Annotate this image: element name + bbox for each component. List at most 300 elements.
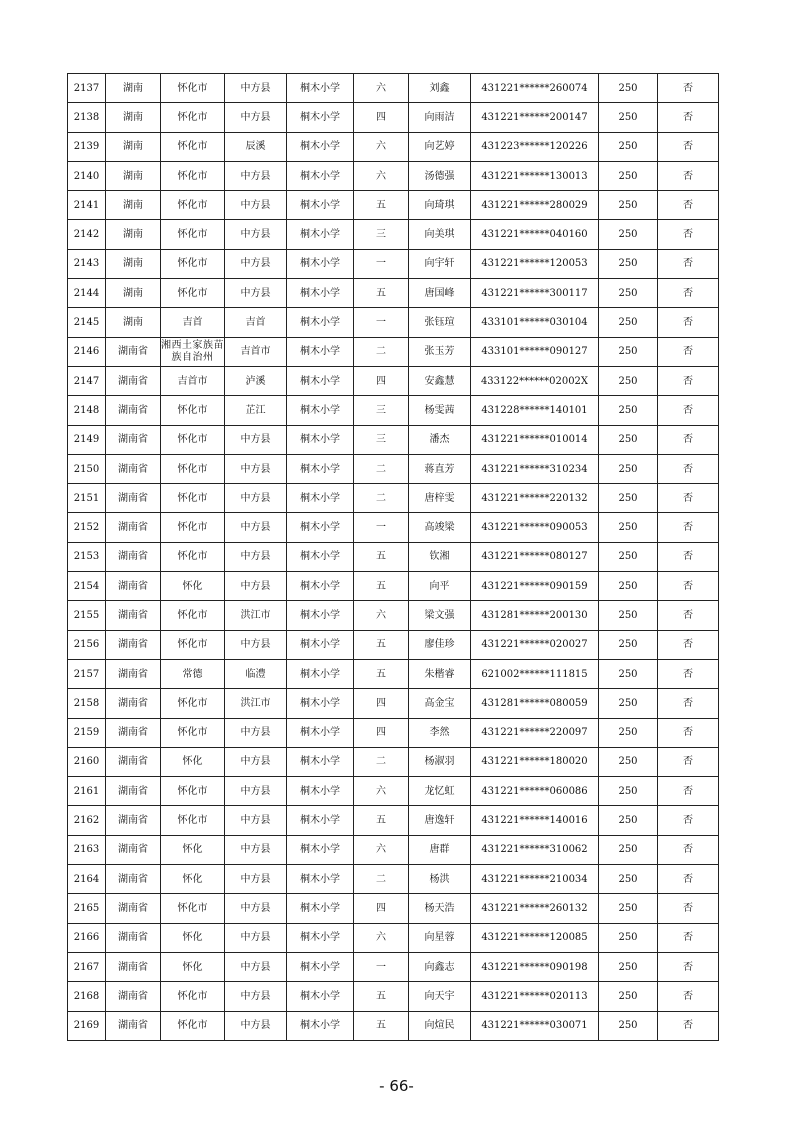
name-cell: 高金宝 (409, 689, 471, 718)
flag-cell: 否 (658, 923, 719, 952)
flag-cell: 否 (658, 952, 719, 981)
county-cell: 中方县 (225, 191, 287, 220)
table-row (68, 718, 719, 747)
county-cell: 辰溪 (225, 132, 287, 161)
city-cell: 怀化市 (161, 74, 225, 103)
school-cell: 桐木小学 (287, 923, 354, 952)
province-cell: 湖南省 (106, 484, 161, 513)
province-cell: 湖南省 (106, 572, 161, 601)
city-cell: 怀化 (161, 865, 225, 894)
id-number-cell: 431221******220097 (471, 718, 599, 747)
flag-cell: 否 (658, 513, 719, 542)
city-cell: 怀化市 (161, 191, 225, 220)
flag-cell: 否 (658, 982, 719, 1011)
name-cell: 李然 (409, 718, 471, 747)
city-cell: 怀化市 (161, 161, 225, 190)
county-cell: 中方县 (225, 161, 287, 190)
school-cell: 桐木小学 (287, 337, 354, 366)
school-cell: 桐木小学 (287, 630, 354, 659)
city-cell: 怀化市 (161, 103, 225, 132)
school-cell: 桐木小学 (287, 454, 354, 483)
county-cell: 中方县 (225, 894, 287, 923)
school-cell: 桐木小学 (287, 161, 354, 190)
row-number-cell: 2156 (68, 630, 106, 659)
table-row (68, 484, 719, 513)
row-number-cell: 2143 (68, 249, 106, 278)
province-cell: 湖南 (106, 220, 161, 249)
row-number-cell: 2167 (68, 952, 106, 981)
row-number-cell: 2166 (68, 923, 106, 952)
student-list-table (67, 73, 719, 1041)
county-cell: 中方县 (225, 747, 287, 776)
amount-cell: 250 (599, 425, 658, 454)
row-number-cell: 2137 (68, 74, 106, 103)
grade-cell: 六 (354, 601, 409, 630)
province-cell: 湖南省 (106, 952, 161, 981)
province-cell: 湖南省 (106, 894, 161, 923)
name-cell: 向宇轩 (409, 249, 471, 278)
county-cell: 中方县 (225, 835, 287, 864)
school-cell: 桐木小学 (287, 249, 354, 278)
row-number-cell: 2142 (68, 220, 106, 249)
table-row (68, 865, 719, 894)
grade-cell: 五 (354, 806, 409, 835)
id-number-cell: 431221******180020 (471, 747, 599, 776)
id-number-cell: 431221******090053 (471, 513, 599, 542)
amount-cell: 250 (599, 161, 658, 190)
city-cell: 怀化市 (161, 513, 225, 542)
amount-cell: 250 (599, 835, 658, 864)
school-cell: 桐木小学 (287, 191, 354, 220)
province-cell: 湖南 (106, 249, 161, 278)
id-number-cell: 433122******02002X (471, 366, 599, 395)
province-cell: 湖南省 (106, 366, 161, 395)
id-number-cell: 431221******010014 (471, 425, 599, 454)
school-cell: 桐木小学 (287, 572, 354, 601)
county-cell: 中方县 (225, 806, 287, 835)
flag-cell: 否 (658, 659, 719, 688)
row-number-cell: 2140 (68, 161, 106, 190)
page-number: - 66- (379, 1077, 414, 1095)
school-cell: 桐木小学 (287, 982, 354, 1011)
id-number-cell: 431223******120226 (471, 132, 599, 161)
province-cell: 湖南省 (106, 835, 161, 864)
school-cell: 桐木小学 (287, 689, 354, 718)
name-cell: 杨天浩 (409, 894, 471, 923)
row-number-cell: 2154 (68, 572, 106, 601)
row-number-cell: 2151 (68, 484, 106, 513)
name-cell: 唐梓雯 (409, 484, 471, 513)
province-cell: 湖南 (106, 74, 161, 103)
id-number-cell: 431221******090198 (471, 952, 599, 981)
row-number-cell: 2165 (68, 894, 106, 923)
grade-cell: 五 (354, 1011, 409, 1040)
id-number-cell: 431221******020027 (471, 630, 599, 659)
id-number-cell: 431221******080127 (471, 542, 599, 571)
row-number-cell: 2150 (68, 454, 106, 483)
city-cell: 怀化市 (161, 220, 225, 249)
id-number-cell: 431221******310062 (471, 835, 599, 864)
county-cell: 中方县 (225, 1011, 287, 1040)
school-cell: 桐木小学 (287, 279, 354, 308)
table-row (68, 572, 719, 601)
province-cell: 湖南省 (106, 542, 161, 571)
row-number-cell: 2168 (68, 982, 106, 1011)
grade-cell: 二 (354, 337, 409, 366)
grade-cell: 五 (354, 982, 409, 1011)
flag-cell: 否 (658, 777, 719, 806)
name-cell: 杨淑羽 (409, 747, 471, 776)
school-cell: 桐木小学 (287, 601, 354, 630)
province-cell: 湖南省 (106, 982, 161, 1011)
county-cell: 中方县 (225, 484, 287, 513)
province-cell: 湖南 (106, 132, 161, 161)
table-row (68, 161, 719, 190)
city-cell: 怀化市 (161, 806, 225, 835)
school-cell: 桐木小学 (287, 777, 354, 806)
grade-cell: 六 (354, 835, 409, 864)
name-cell: 潘杰 (409, 425, 471, 454)
flag-cell: 否 (658, 396, 719, 425)
flag-cell: 否 (658, 835, 719, 864)
name-cell: 龙忆虹 (409, 777, 471, 806)
school-cell: 桐木小学 (287, 865, 354, 894)
grade-cell: 四 (354, 103, 409, 132)
row-number-cell: 2153 (68, 542, 106, 571)
row-number-cell: 2157 (68, 659, 106, 688)
table-row (68, 425, 719, 454)
county-cell: 中方县 (225, 513, 287, 542)
row-number-cell: 2160 (68, 747, 106, 776)
city-cell: 怀化 (161, 572, 225, 601)
school-cell: 桐木小学 (287, 308, 354, 337)
flag-cell: 否 (658, 454, 719, 483)
id-number-cell: 431221******130013 (471, 161, 599, 190)
school-cell: 桐木小学 (287, 396, 354, 425)
name-cell: 杨雯茜 (409, 396, 471, 425)
amount-cell: 250 (599, 542, 658, 571)
flag-cell: 否 (658, 220, 719, 249)
flag-cell: 否 (658, 601, 719, 630)
table-row (68, 835, 719, 864)
county-cell: 洪江市 (225, 601, 287, 630)
amount-cell: 250 (599, 689, 658, 718)
amount-cell: 250 (599, 103, 658, 132)
city-cell: 怀化市 (161, 1011, 225, 1040)
city-cell: 怀化 (161, 747, 225, 776)
table-row (68, 132, 719, 161)
grade-cell: 五 (354, 630, 409, 659)
province-cell: 湖南省 (106, 513, 161, 542)
grade-cell: 二 (354, 484, 409, 513)
county-cell: 中方县 (225, 865, 287, 894)
grade-cell: 一 (354, 513, 409, 542)
grade-cell: 三 (354, 220, 409, 249)
county-cell: 芷江 (225, 396, 287, 425)
id-number-cell: 431281******080059 (471, 689, 599, 718)
amount-cell: 250 (599, 132, 658, 161)
school-cell: 桐木小学 (287, 103, 354, 132)
row-number-cell: 2138 (68, 103, 106, 132)
school-cell: 桐木小学 (287, 718, 354, 747)
province-cell: 湖南 (106, 191, 161, 220)
id-number-cell: 431221******020113 (471, 982, 599, 1011)
province-cell: 湖南省 (106, 601, 161, 630)
province-cell: 湖南省 (106, 747, 161, 776)
city-cell: 怀化市 (161, 982, 225, 1011)
row-number-cell: 2162 (68, 806, 106, 835)
county-cell: 吉首 (225, 308, 287, 337)
city-cell: 怀化市 (161, 249, 225, 278)
row-number-cell: 2145 (68, 308, 106, 337)
province-cell: 湖南省 (106, 454, 161, 483)
grade-cell: 一 (354, 952, 409, 981)
row-number-cell: 2147 (68, 366, 106, 395)
city-cell: 怀化 (161, 952, 225, 981)
amount-cell: 250 (599, 337, 658, 366)
grade-cell: 五 (354, 279, 409, 308)
county-cell: 中方县 (225, 425, 287, 454)
county-cell: 吉首市 (225, 337, 287, 366)
province-cell: 湖南省 (106, 689, 161, 718)
name-cell: 刘鑫 (409, 74, 471, 103)
amount-cell: 250 (599, 601, 658, 630)
school-cell: 桐木小学 (287, 952, 354, 981)
name-cell: 向天宇 (409, 982, 471, 1011)
id-number-cell: 431221******060086 (471, 777, 599, 806)
province-cell: 湖南省 (106, 337, 161, 366)
table-row (68, 74, 719, 103)
school-cell: 桐木小学 (287, 220, 354, 249)
id-number-cell: 431221******040160 (471, 220, 599, 249)
amount-cell: 250 (599, 659, 658, 688)
table-row (68, 894, 719, 923)
name-cell: 张玉芳 (409, 337, 471, 366)
flag-cell: 否 (658, 630, 719, 659)
row-number-cell: 2169 (68, 1011, 106, 1040)
amount-cell: 250 (599, 279, 658, 308)
table-row (68, 454, 719, 483)
name-cell: 朱楷睿 (409, 659, 471, 688)
school-cell: 桐木小学 (287, 542, 354, 571)
city-cell: 怀化 (161, 923, 225, 952)
province-cell: 湖南省 (106, 659, 161, 688)
flag-cell: 否 (658, 1011, 719, 1040)
name-cell: 向美琪 (409, 220, 471, 249)
county-cell: 中方县 (225, 952, 287, 981)
table-row (68, 601, 719, 630)
grade-cell: 五 (354, 572, 409, 601)
flag-cell: 否 (658, 806, 719, 835)
flag-cell: 否 (658, 337, 719, 366)
table-row (68, 777, 719, 806)
table-row (68, 952, 719, 981)
province-cell: 湖南省 (106, 806, 161, 835)
amount-cell: 250 (599, 74, 658, 103)
city-cell: 怀化市 (161, 777, 225, 806)
name-cell: 向鑫志 (409, 952, 471, 981)
id-number-cell: 431221******120053 (471, 249, 599, 278)
province-cell: 湖南 (106, 103, 161, 132)
flag-cell: 否 (658, 308, 719, 337)
table-row (68, 103, 719, 132)
name-cell: 向雨洁 (409, 103, 471, 132)
name-cell: 高竣梁 (409, 513, 471, 542)
amount-cell: 250 (599, 923, 658, 952)
table-row (68, 337, 719, 366)
name-cell: 廖佳珍 (409, 630, 471, 659)
name-cell: 杨洪 (409, 865, 471, 894)
flag-cell: 否 (658, 74, 719, 103)
flag-cell: 否 (658, 425, 719, 454)
id-number-cell: 431221******200147 (471, 103, 599, 132)
amount-cell: 250 (599, 952, 658, 981)
row-number-cell: 2158 (68, 689, 106, 718)
name-cell: 张钰瑄 (409, 308, 471, 337)
grade-cell: 四 (354, 718, 409, 747)
name-cell: 向艺婷 (409, 132, 471, 161)
city-cell: 怀化市 (161, 630, 225, 659)
flag-cell: 否 (658, 689, 719, 718)
name-cell: 唐逸轩 (409, 806, 471, 835)
school-cell: 桐木小学 (287, 1011, 354, 1040)
table-row (68, 689, 719, 718)
name-cell: 向琦琪 (409, 191, 471, 220)
grade-cell: 三 (354, 396, 409, 425)
table-row (68, 747, 719, 776)
row-number-cell: 2146 (68, 337, 106, 366)
id-number-cell: 431221******120085 (471, 923, 599, 952)
row-number-cell: 2155 (68, 601, 106, 630)
county-cell: 中方县 (225, 74, 287, 103)
city-cell: 怀化市 (161, 689, 225, 718)
table-row (68, 279, 719, 308)
province-cell: 湖南省 (106, 923, 161, 952)
name-cell: 唐群 (409, 835, 471, 864)
school-cell: 桐木小学 (287, 425, 354, 454)
name-cell: 向星蓉 (409, 923, 471, 952)
grade-cell: 五 (354, 542, 409, 571)
amount-cell: 250 (599, 454, 658, 483)
county-cell: 中方县 (225, 923, 287, 952)
table-row (68, 923, 719, 952)
county-cell: 中方县 (225, 718, 287, 747)
grade-cell: 六 (354, 74, 409, 103)
province-cell: 湖南 (106, 161, 161, 190)
name-cell: 唐国峰 (409, 279, 471, 308)
amount-cell: 250 (599, 191, 658, 220)
province-cell: 湖南省 (106, 777, 161, 806)
city-cell: 怀化市 (161, 132, 225, 161)
grade-cell: 二 (354, 747, 409, 776)
id-number-cell: 431221******260074 (471, 74, 599, 103)
flag-cell: 否 (658, 865, 719, 894)
school-cell: 桐木小学 (287, 659, 354, 688)
county-cell: 中方县 (225, 103, 287, 132)
table-row (68, 1011, 719, 1040)
row-number-cell: 2159 (68, 718, 106, 747)
county-cell: 中方县 (225, 279, 287, 308)
county-cell: 中方县 (225, 572, 287, 601)
name-cell: 蒋直芳 (409, 454, 471, 483)
id-number-cell: 431221******210034 (471, 865, 599, 894)
flag-cell: 否 (658, 103, 719, 132)
table-row (68, 659, 719, 688)
flag-cell: 否 (658, 894, 719, 923)
table-row (68, 630, 719, 659)
province-cell: 湖南省 (106, 718, 161, 747)
amount-cell: 250 (599, 366, 658, 395)
amount-cell: 250 (599, 249, 658, 278)
flag-cell: 否 (658, 484, 719, 513)
school-cell: 桐木小学 (287, 835, 354, 864)
id-number-cell: 431281******200130 (471, 601, 599, 630)
county-cell: 中方县 (225, 982, 287, 1011)
flag-cell: 否 (658, 132, 719, 161)
county-cell: 中方县 (225, 249, 287, 278)
flag-cell: 否 (658, 161, 719, 190)
amount-cell: 250 (599, 513, 658, 542)
row-number-cell: 2149 (68, 425, 106, 454)
name-cell: 汤德强 (409, 161, 471, 190)
id-number-cell: 431221******310234 (471, 454, 599, 483)
id-number-cell: 431221******090159 (471, 572, 599, 601)
school-cell: 桐木小学 (287, 132, 354, 161)
row-number-cell: 2141 (68, 191, 106, 220)
amount-cell: 250 (599, 777, 658, 806)
county-cell: 中方县 (225, 542, 287, 571)
grade-cell: 二 (354, 865, 409, 894)
county-cell: 洪江市 (225, 689, 287, 718)
table-row (68, 366, 719, 395)
row-number-cell: 2139 (68, 132, 106, 161)
grade-cell: 二 (354, 454, 409, 483)
amount-cell: 250 (599, 1011, 658, 1040)
grade-cell: 六 (354, 777, 409, 806)
grade-cell: 五 (354, 659, 409, 688)
flag-cell: 否 (658, 249, 719, 278)
flag-cell: 否 (658, 747, 719, 776)
row-number-cell: 2161 (68, 777, 106, 806)
table-row (68, 308, 719, 337)
school-cell: 桐木小学 (287, 366, 354, 395)
amount-cell: 250 (599, 308, 658, 337)
city-cell: 怀化市 (161, 396, 225, 425)
city-cell: 怀化市 (161, 894, 225, 923)
id-number-cell: 433101******030104 (471, 308, 599, 337)
table-row (68, 220, 719, 249)
grade-cell: 五 (354, 191, 409, 220)
amount-cell: 250 (599, 630, 658, 659)
flag-cell: 否 (658, 279, 719, 308)
table-row (68, 806, 719, 835)
row-number-cell: 2144 (68, 279, 106, 308)
county-cell: 中方县 (225, 454, 287, 483)
table-row (68, 542, 719, 571)
flag-cell: 否 (658, 542, 719, 571)
county-cell: 泸溪 (225, 366, 287, 395)
amount-cell: 250 (599, 396, 658, 425)
name-cell: 向煊民 (409, 1011, 471, 1040)
amount-cell: 250 (599, 865, 658, 894)
table-row (68, 513, 719, 542)
grade-cell: 一 (354, 249, 409, 278)
amount-cell: 250 (599, 894, 658, 923)
id-number-cell: 621002******111815 (471, 659, 599, 688)
grade-cell: 六 (354, 132, 409, 161)
amount-cell: 250 (599, 747, 658, 776)
grade-cell: 一 (354, 308, 409, 337)
